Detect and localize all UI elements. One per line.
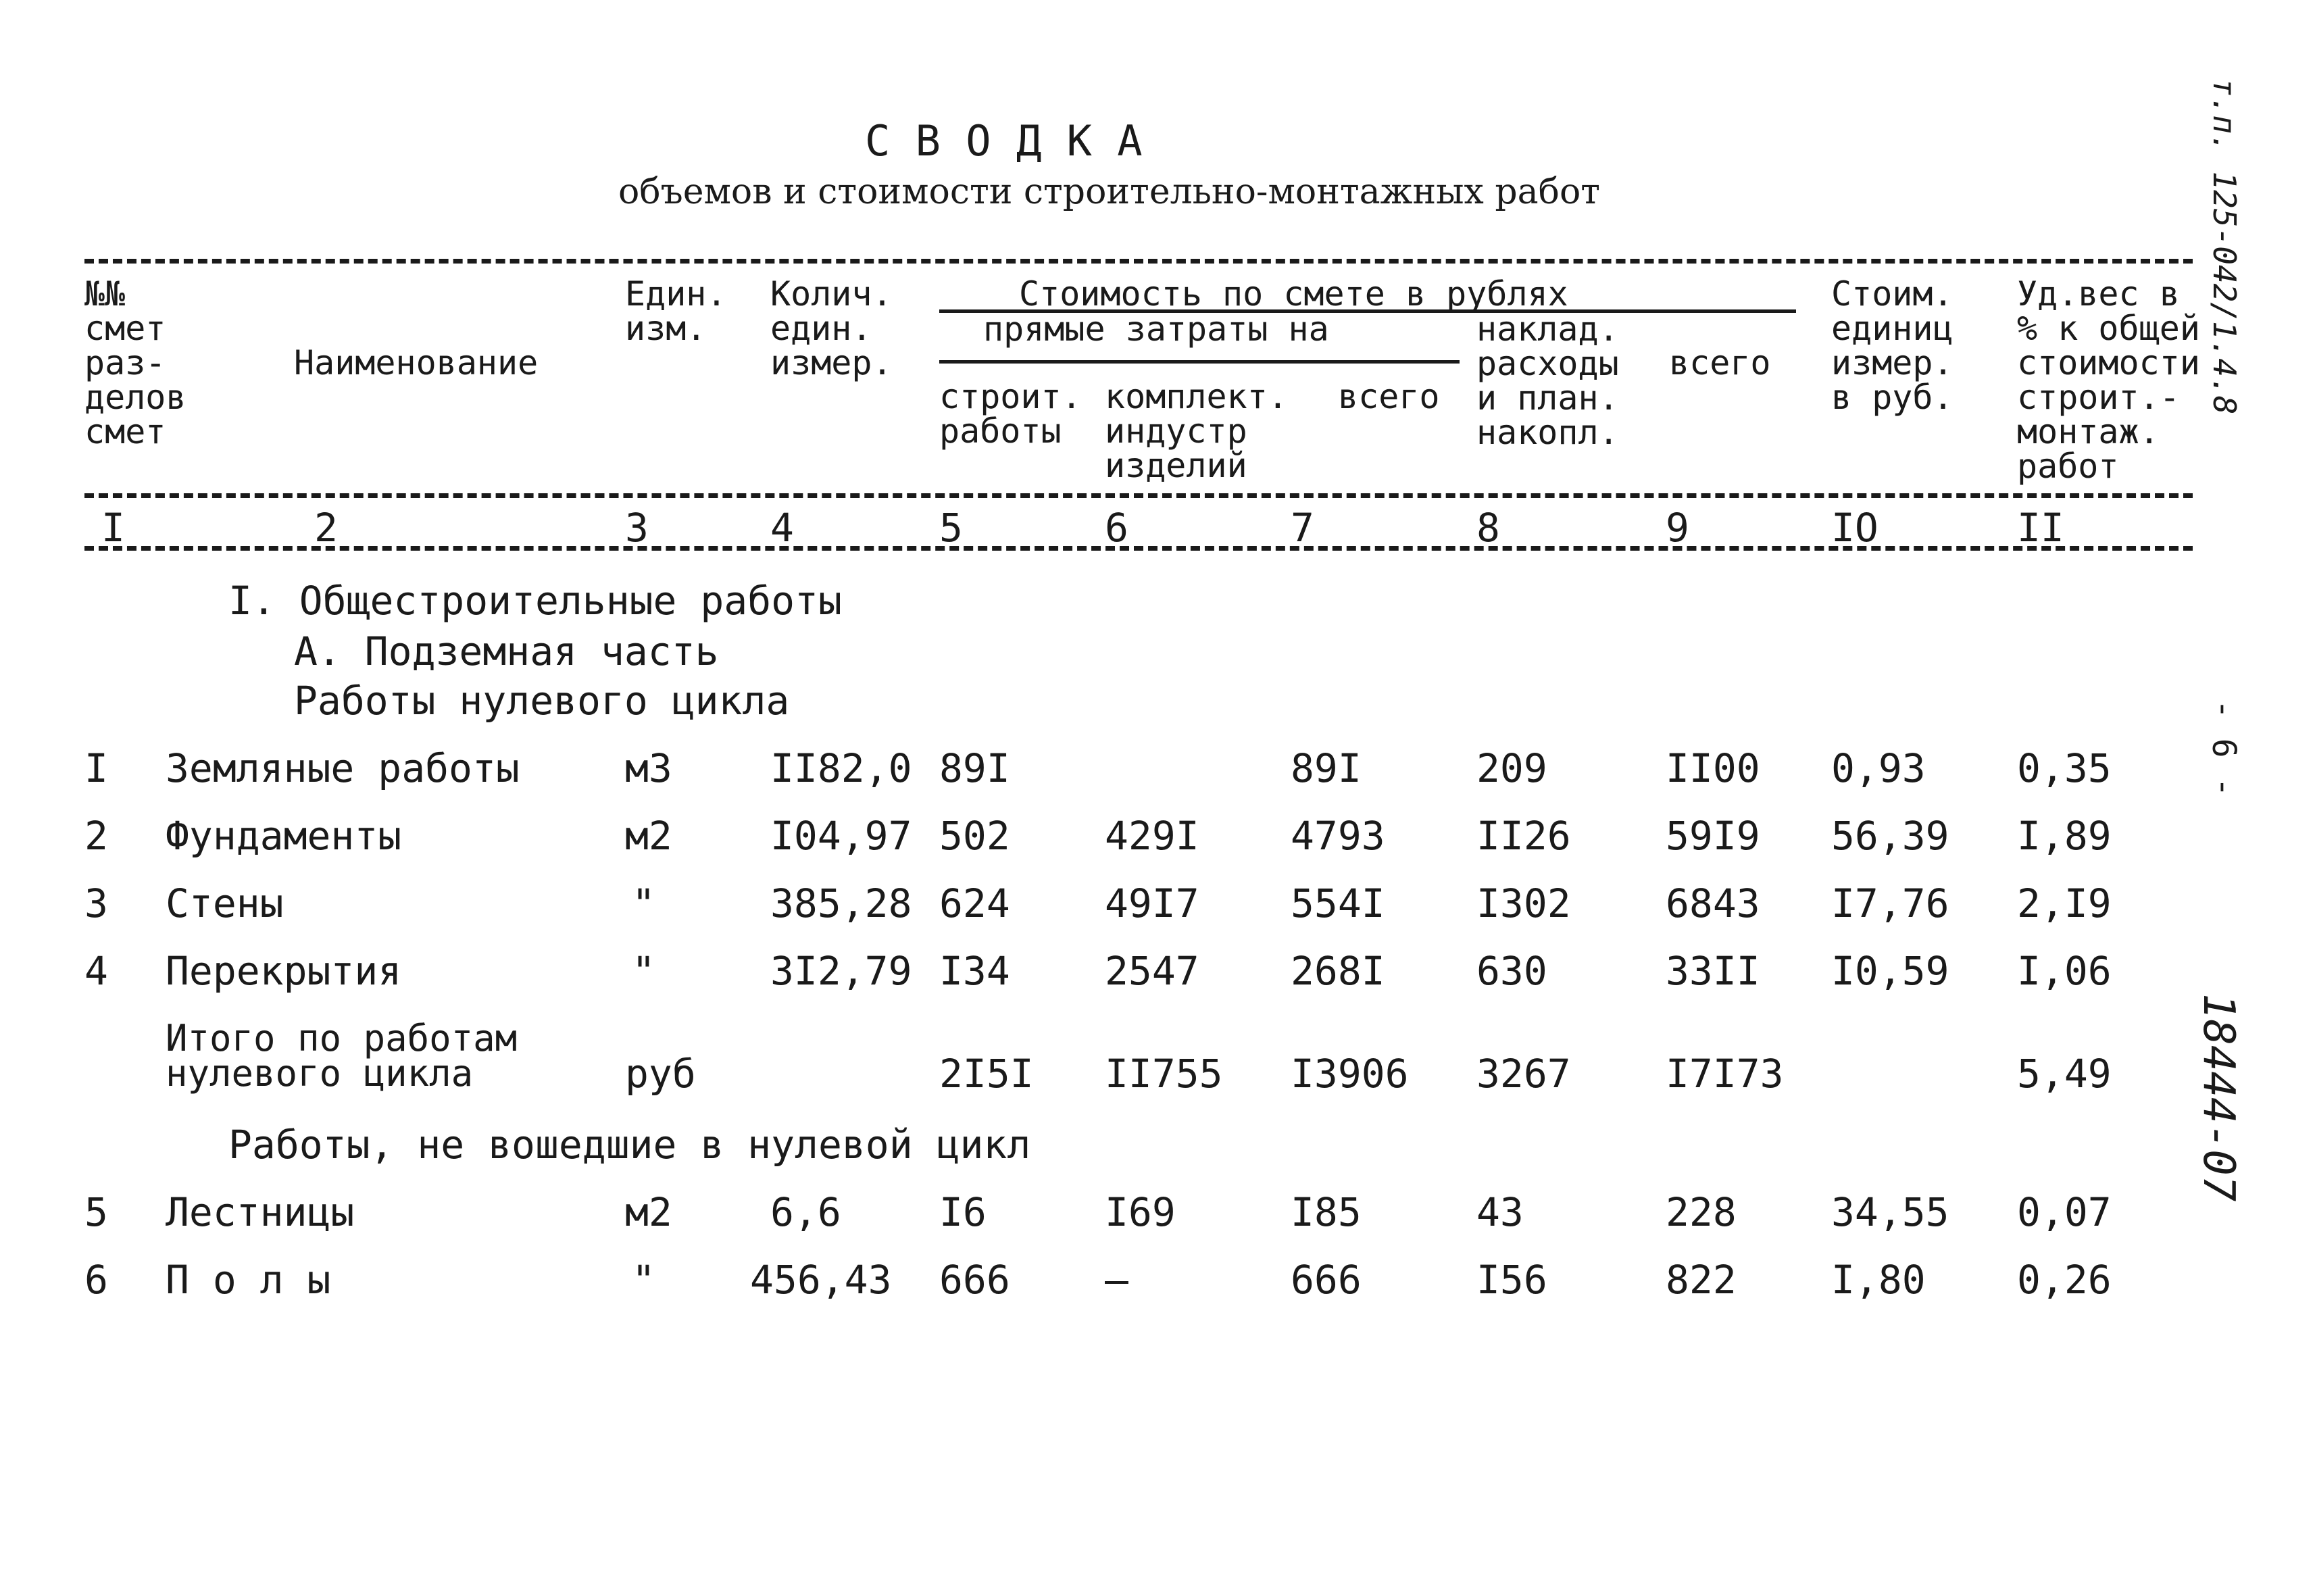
- document-subtitle: объемов и стоимости строительно-монтажных работ: [618, 172, 1601, 212]
- row-share: 2,I9: [2017, 880, 2112, 926]
- row-quantity: I04,97: [770, 813, 912, 859]
- row-overhead: 630: [1476, 948, 1547, 994]
- row-construction-cost: 666: [939, 1257, 1010, 1303]
- column-number: 8: [1476, 505, 1500, 551]
- row-share: 0,26: [2017, 1257, 2112, 1303]
- row-overhead: 43: [1476, 1189, 1524, 1235]
- section-general-works: I. Общестроительные работы: [228, 578, 842, 624]
- row-name: Стены: [166, 880, 284, 926]
- row-overhead: I302: [1476, 880, 1571, 926]
- column-number: 5: [939, 505, 963, 551]
- row-number: 5: [84, 1189, 108, 1235]
- column-numbers-rule: [84, 546, 2193, 551]
- header-total: всего: [1669, 343, 1771, 382]
- document-title: С В О Д К А: [865, 116, 1143, 166]
- header-industrial-products: комплект. индустр изделий: [1105, 377, 1288, 485]
- subtotal-label-line1: Итого по работам: [166, 1017, 518, 1059]
- row-unit: м2: [625, 1189, 672, 1235]
- page-number: - 6 -: [2205, 699, 2243, 797]
- row-unit-cost: 56,39: [1831, 813, 1949, 859]
- column-number: 6: [1105, 505, 1128, 551]
- section-zero-cycle: Работы нулевого цикла: [294, 678, 790, 724]
- header-name: Наименование: [294, 343, 539, 382]
- subtotal-total: I7I73: [1666, 1051, 1784, 1097]
- section-non-zero-cycle: Работы, не вошедшие в нулевой цикл: [228, 1122, 1031, 1168]
- row-name: Лестницы: [166, 1189, 355, 1235]
- row-share: I,89: [2017, 813, 2112, 859]
- margin-note-reference: т.п. 125-042/1.4.8: [2206, 78, 2243, 415]
- column-number: I: [101, 505, 125, 551]
- table-top-rule: [84, 259, 2193, 264]
- subtotal-construction-cost: 2I5I: [939, 1051, 1034, 1097]
- column-number: 3: [625, 505, 649, 551]
- row-total: 6843: [1666, 880, 1760, 926]
- row-direct-total: 554I: [1291, 880, 1385, 926]
- row-products-cost: 429I: [1105, 813, 1199, 859]
- row-quantity: 3I2,79: [770, 948, 912, 994]
- header-quantity: Колич. един. измер.: [770, 274, 893, 382]
- row-direct-total: 89I: [1291, 745, 1362, 791]
- header-cost-group: Стоимость по смете в рублях: [1019, 274, 1568, 314]
- subtotal-direct-total: I3906: [1291, 1051, 1409, 1097]
- row-products-cost: 2547: [1105, 948, 1199, 994]
- row-unit: м3: [625, 745, 672, 791]
- row-construction-cost: I6: [939, 1189, 987, 1235]
- row-total: 33II: [1666, 948, 1760, 994]
- row-unit: ": [632, 880, 655, 926]
- row-unit-cost: 0,93: [1831, 745, 1926, 791]
- row-name: Фундаменты: [166, 813, 402, 859]
- row-total: 228: [1666, 1189, 1737, 1235]
- row-products-cost: I69: [1105, 1189, 1176, 1235]
- row-unit: ": [632, 1257, 655, 1303]
- row-construction-cost: 89I: [939, 745, 1010, 791]
- row-overhead: II26: [1476, 813, 1571, 859]
- row-total: 822: [1666, 1257, 1737, 1303]
- header-unit-cost: Стоим. единиц измер. в руб.: [1831, 274, 1953, 417]
- margin-note-code: 18444-07: [2193, 993, 2243, 1202]
- row-overhead: I56: [1476, 1257, 1547, 1303]
- row-total: II00: [1666, 745, 1760, 791]
- row-unit-cost: 34,55: [1831, 1189, 1949, 1235]
- subtotal-unit: руб: [625, 1051, 696, 1097]
- column-number: 4: [770, 505, 794, 551]
- header-construction-work: строит. работы: [939, 377, 1082, 451]
- row-name: П о л ы: [166, 1257, 331, 1303]
- row-total: 59I9: [1666, 813, 1760, 859]
- section-underground: А. Подземная часть: [294, 628, 719, 674]
- header-overhead: наклад. расходы и план. накопл.: [1476, 309, 1619, 452]
- row-construction-cost: I34: [939, 948, 1010, 994]
- row-name: Перекрытия: [166, 948, 402, 994]
- header-direct-total: всего: [1338, 377, 1440, 416]
- row-construction-cost: 502: [939, 813, 1010, 859]
- row-unit: ": [632, 948, 655, 994]
- row-construction-cost: 624: [939, 880, 1010, 926]
- column-number: IO: [1831, 505, 1878, 551]
- row-share: I,06: [2017, 948, 2112, 994]
- row-direct-total: 268I: [1291, 948, 1385, 994]
- row-number: 6: [84, 1257, 108, 1303]
- row-unit-cost: I,80: [1831, 1257, 1926, 1303]
- row-unit-cost: I0,59: [1831, 948, 1949, 994]
- row-quantity: 456,43: [750, 1257, 892, 1303]
- row-unit: м2: [625, 813, 672, 859]
- row-share: 0,07: [2017, 1189, 2112, 1235]
- row-number: 4: [84, 948, 108, 994]
- row-products-cost: 49I7: [1105, 880, 1199, 926]
- row-direct-total: I85: [1291, 1189, 1362, 1235]
- header-bottom-rule: [84, 493, 2193, 498]
- header-estimate-number: №№ смет раз- делов смет: [84, 274, 186, 451]
- direct-costs-underline: [939, 360, 1460, 364]
- subtotal-label-line2: нулевого цикла: [166, 1052, 474, 1095]
- row-share: 0,35: [2017, 745, 2112, 791]
- row-number: 3: [84, 880, 108, 926]
- subtotal-overhead: 3267: [1476, 1051, 1571, 1097]
- row-products-cost: –: [1105, 1257, 1128, 1303]
- row-number: I: [84, 745, 108, 791]
- column-number: 9: [1666, 505, 1689, 551]
- row-name: Земляные работы: [166, 745, 520, 791]
- row-quantity: II82,0: [770, 745, 912, 791]
- header-share: Уд.вес в % к общей стоимости строит.- монтаж. работ: [2017, 274, 2200, 486]
- row-quantity: 6,6: [770, 1189, 841, 1235]
- subtotal-products-cost: II755: [1105, 1051, 1223, 1097]
- row-quantity: 385,28: [770, 880, 912, 926]
- header-direct-costs: прямые затраты на: [983, 309, 1329, 349]
- row-direct-total: 4793: [1291, 813, 1385, 859]
- row-overhead: 209: [1476, 745, 1547, 791]
- column-number: II: [2017, 505, 2064, 551]
- subtotal-share: 5,49: [2017, 1051, 2112, 1097]
- row-unit-cost: I7,76: [1831, 880, 1949, 926]
- row-number: 2: [84, 813, 108, 859]
- column-number: 2: [314, 505, 338, 551]
- row-direct-total: 666: [1291, 1257, 1362, 1303]
- header-unit: Един. изм.: [625, 274, 727, 348]
- column-number: 7: [1291, 505, 1314, 551]
